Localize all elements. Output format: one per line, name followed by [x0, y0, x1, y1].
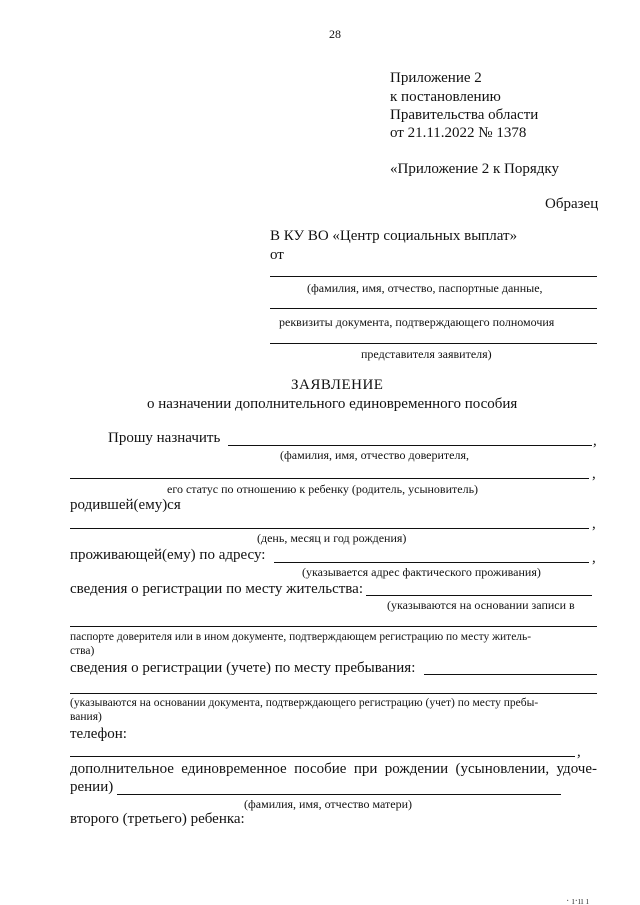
hint-applicant-2: реквизиты документа, подтверждающего полномочия: [279, 315, 555, 329]
applicant-line-1[interactable]: [270, 276, 597, 277]
annex-line-3: Правительства области: [390, 107, 539, 123]
birth-date-line[interactable]: [70, 528, 589, 529]
residence-line-2[interactable]: [70, 626, 597, 627]
hint-residence-3: ства): [70, 645, 95, 657]
hint-applicant-3: представителя заявителя): [361, 347, 492, 361]
sample-label: Образец: [545, 196, 599, 212]
comma-5: ,: [577, 744, 581, 760]
hint-stay-1: (указываются на основании документа, подтверждающего регистрацию (учет) по месту пребы-: [70, 697, 539, 709]
document-title: ЗАЯВЛЕНИЕ: [291, 377, 384, 393]
phone-label: телефон:: [70, 726, 127, 742]
document-subtitle: о назначении дополнительного единовременного пособия: [147, 396, 518, 412]
hint-residence-1: (указываются на основании записи в: [387, 598, 575, 612]
hint-principal-name: (фамилия, имя, отчество доверителя,: [280, 448, 470, 462]
second-child-label: второго (третьего) ребенка:: [70, 811, 245, 827]
comma-2: ,: [592, 466, 596, 482]
applicant-line-3[interactable]: [270, 343, 597, 344]
phone-line[interactable]: [70, 756, 575, 757]
benefit-line-1: дополнительное единовременное пособие при рождении (усыновлении, удоче-: [70, 761, 597, 777]
principal-status-line[interactable]: [70, 478, 589, 479]
stay-line-1[interactable]: [424, 674, 597, 675]
mother-name-line[interactable]: [117, 794, 561, 795]
hint-status: его статус по отношению к ребенку (родитель, усыновитель): [167, 482, 479, 496]
request-prefix: Прошу назначить: [108, 430, 221, 446]
footer-marks: · ı·ıı ı: [566, 896, 589, 905]
stay-label: сведения о регистрации (учете) по месту пребывания:: [70, 660, 416, 676]
hint-actual-address: (указывается адрес фактического проживания): [302, 565, 541, 579]
addressee-from: от: [270, 247, 284, 263]
annex-line-1: Приложение 2: [390, 70, 482, 86]
annex-line-4: от 21.11.2022 № 1378: [390, 125, 527, 141]
stay-line-2[interactable]: [70, 693, 597, 694]
hint-residence-2: паспорте доверителя или в ином документе, подтверждающем регистрацию по месту житель-: [70, 631, 532, 643]
hint-stay-2: вания): [70, 711, 102, 723]
applicant-line-2[interactable]: [270, 308, 597, 309]
residence-line-1[interactable]: [366, 595, 592, 596]
page-number: 28: [329, 27, 341, 41]
addressee-to: В КУ ВО «Центр социальных выплат»: [270, 228, 518, 244]
comma-1: ,: [593, 433, 597, 449]
residence-label: сведения о регистрации по месту жительства:: [70, 581, 363, 597]
comma-3: ,: [592, 516, 596, 532]
principal-name-line[interactable]: [228, 445, 592, 446]
annex-line-5: «Приложение 2 к Порядку: [390, 161, 559, 177]
annex-line-2: к постановлению: [390, 89, 501, 105]
address-line[interactable]: [274, 562, 589, 563]
comma-4: ,: [592, 550, 596, 566]
born-label: родившей(ему)ся: [70, 497, 181, 513]
address-label: проживающей(ему) по адресу:: [70, 547, 266, 563]
benefit-line-2: рении): [70, 779, 114, 795]
hint-applicant-1: (фамилия, имя, отчество, паспортные данные,: [307, 281, 543, 295]
hint-mother-name: (фамилия, имя, отчество матери): [244, 797, 412, 811]
hint-birth-date: (день, месяц и год рождения): [257, 531, 407, 545]
